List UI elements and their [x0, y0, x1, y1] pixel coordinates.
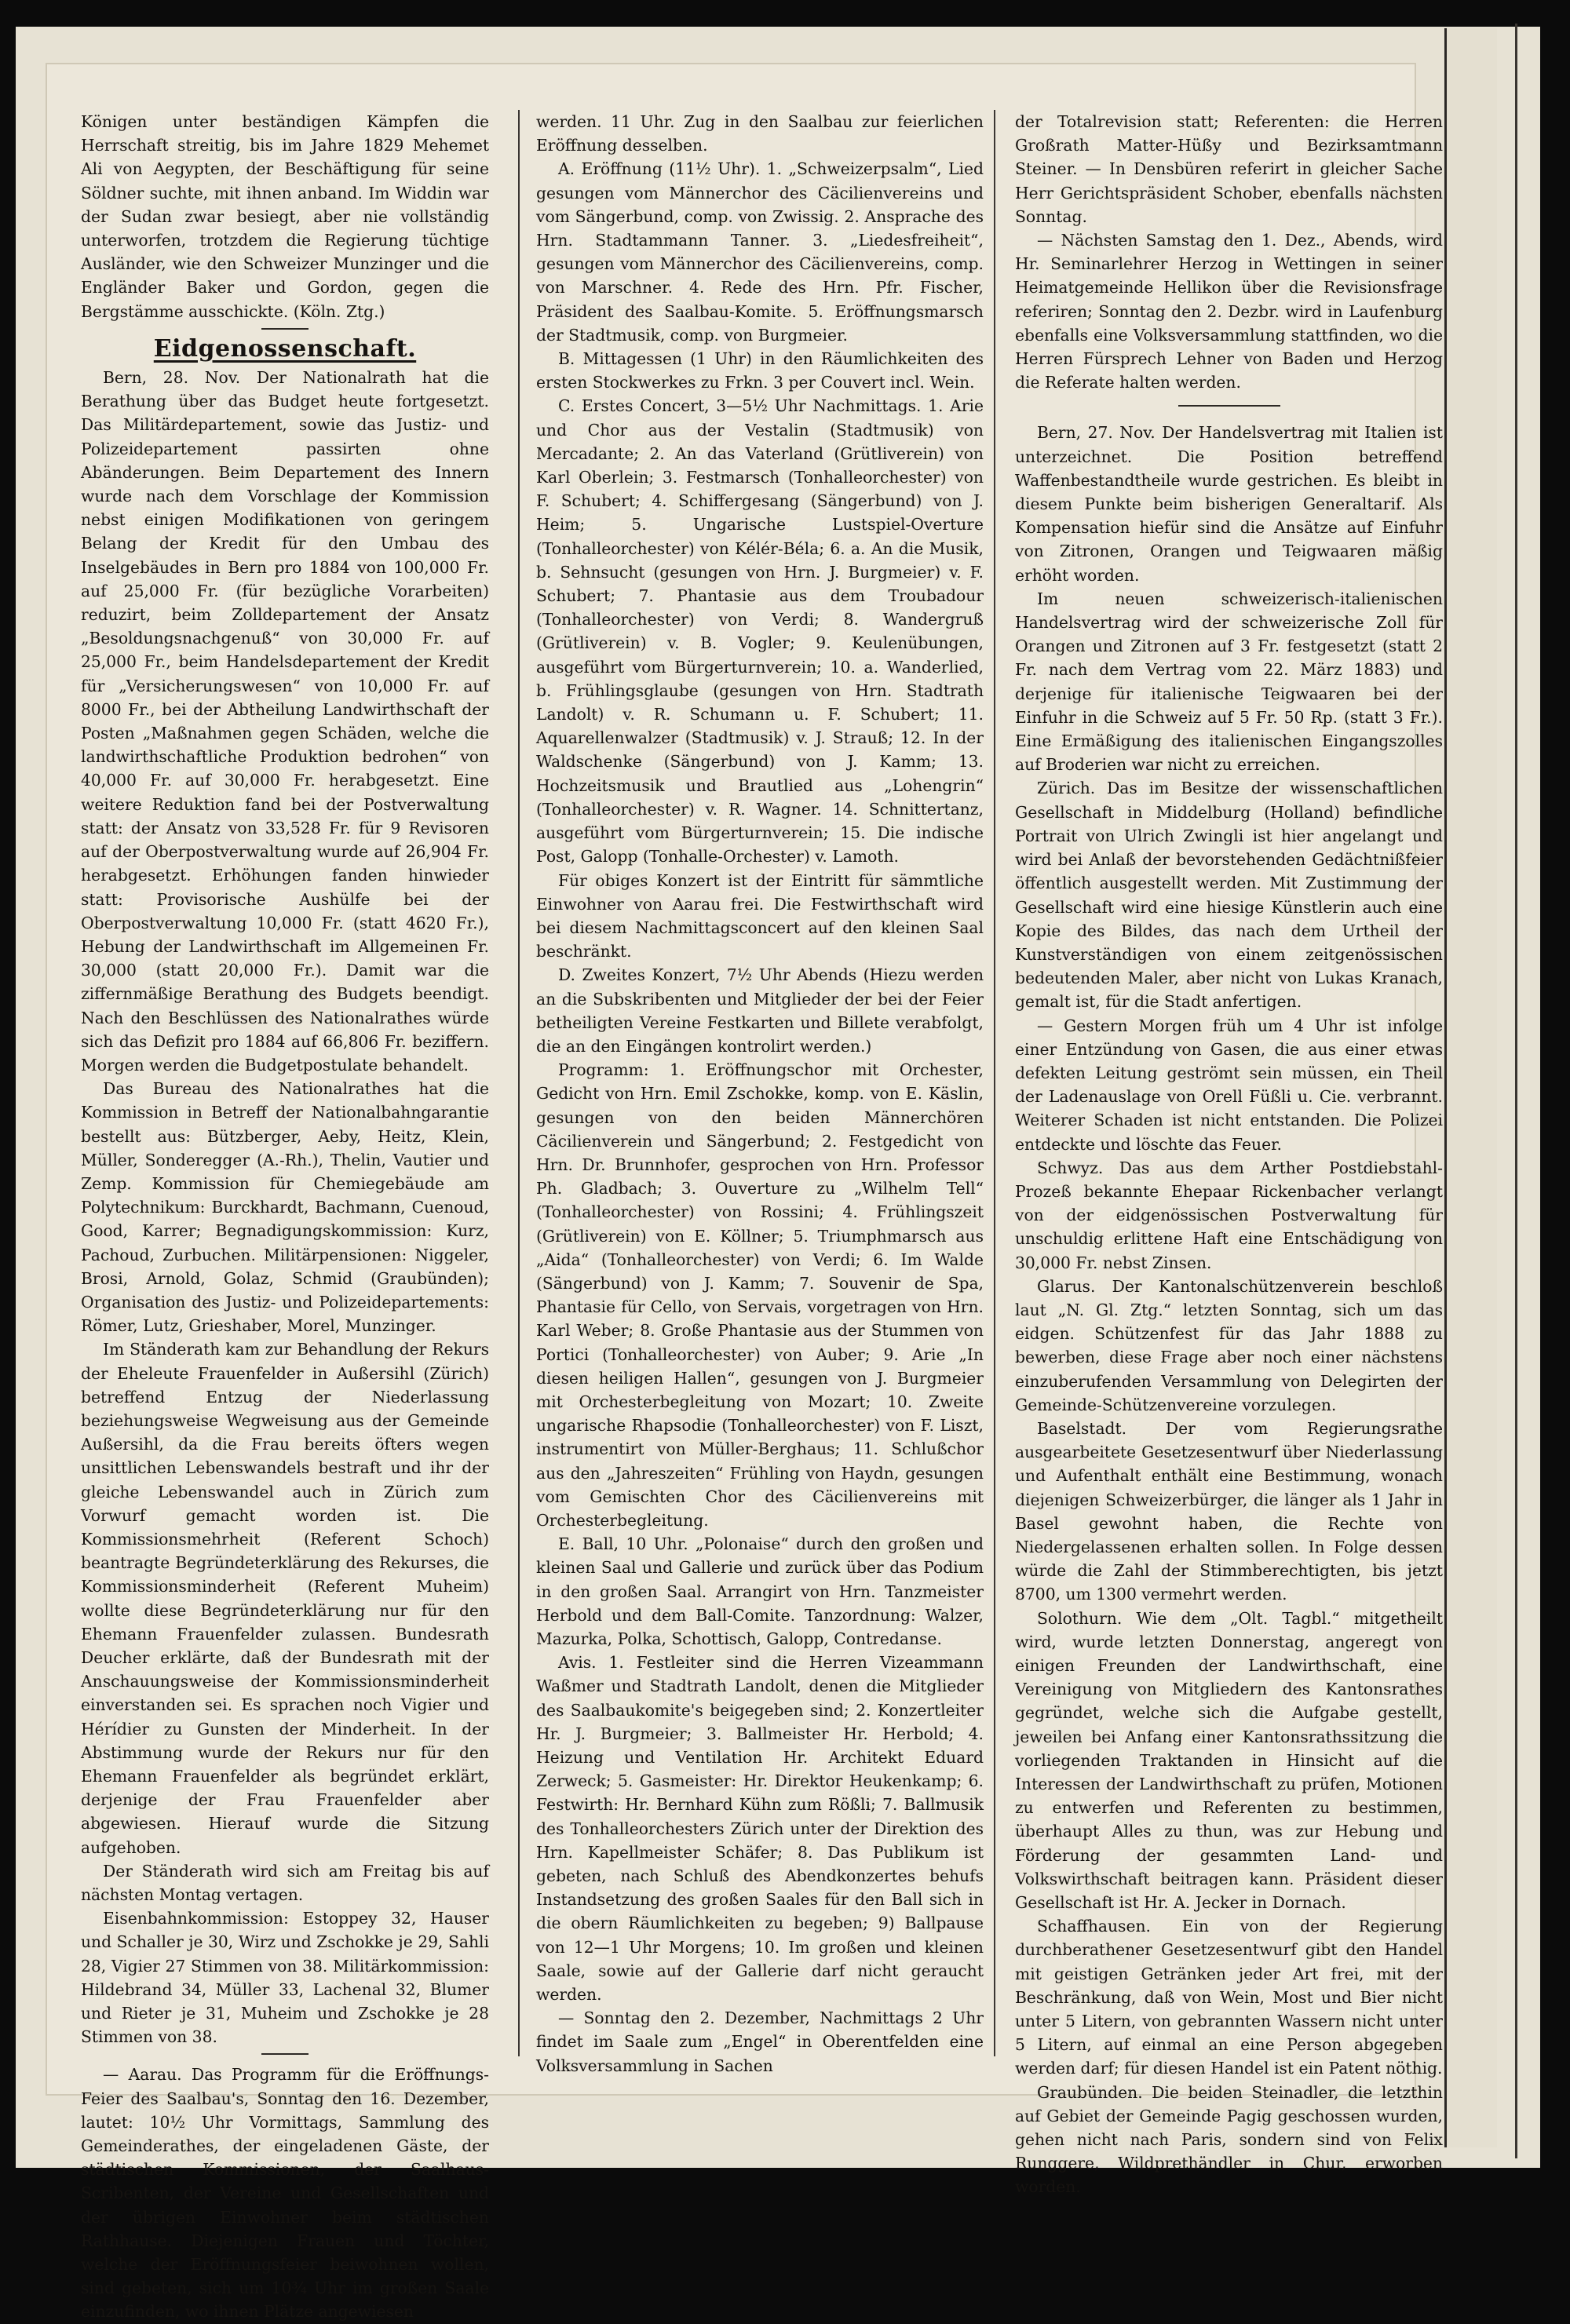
- article-zuerich-brand: — Gestern Morgen früh um 4 Uhr ist infolge einer Entzündung von Gasen, die aus einer etwas defekten Leitung geströmt sein müssen, ein Theil der Ladenauslage von Orell Füßli u. Cie. verbrannt. Weiterer Schaden ist nicht entstanden. Die Polizei entdeckte und löschte das Feuer.: [1015, 1016, 1443, 1154]
- separator-rule: [261, 2053, 309, 2055]
- article-graubuenden: Graubünden. Die beiden Steinadler, die letzthin auf Gebiet der Gemeinde Pagig geschossen wurden, gehen nicht nach Paris, sondern sind von Felix Runggere, Wildprethändler in Chur, erworben worden.: [1015, 2082, 1443, 2197]
- article-oberentfelden: — Sonntag den 2. Dezember, Nachmittags 2 Uhr findet im Saale zum „Engel“ in Oberentfelden eine Volksversammlung in Sachen: [536, 2008, 984, 2075]
- program-zweites-konzert: D. Zweites Konzert, 7½ Uhr Abends (Hiezu werden an die Subskribenten und Mitglieder der bei der Feier betheiligten Vereine Festkarten und Billete verabfolgt, die an den Eingängen kontrolirt werden.): [536, 965, 984, 1056]
- article-schwyz: Schwyz. Das aus dem Arther Postdiebstahl-Prozeß bekannte Ehepaar Rickenbacher verlangt von der eidgenössischen Postverwaltung für unschuldig erlittene Haft eine Entschädigung von 30,000 Fr. nebst Zinsen.: [1015, 1158, 1443, 1272]
- article-glarus: Glarus. Der Kantonalschützenverein beschloß laut „N. Gl. Ztg.“ letzten Sonntag, sich um das eidgen. Schützenfest für das Jahr 1888 zu bewerben, diese Frage aber noch einer nächstens einzuberufenden Versammlung von Delegirten der Gemeinde-Schützenvereine vorzulegen.: [1015, 1276, 1443, 1414]
- program-mittagessen: B. Mittagessen (1 Uhr) in den Räumlichkeiten des ersten Stockwerkes zu Frkn. 3 per Couvert incl. Wein.: [536, 349, 984, 392]
- program-eintritt: Für obiges Konzert ist der Eintritt für sämmtliche Einwohner von Aarau frei. Die Festwirthschaft wird bei diesem Nachmittagsconcert auf den kleinen Saal beschränkt.: [536, 870, 984, 961]
- article-bern-nationalrath: Bern, 28. Nov. Der Nationalrath hat die Berathung über das Budget heute fortgesetzt. Das Militärdepartement, sowie das Justiz- und Polizeidepartement passirten ohne Abänderungen. Beim Departement des Innern wurde nach dem Vorschlage der Kommission nebst einigen Modifikationen von geringem Belang der Kredit für den Umbau des Inselgebäudes in Bern pro 1884 von 100,000 Fr. auf 25,000 Fr. (für bezügliche Vorarbeiten) reduzirt, beim Zolldepartement der Ansatz „Besoldungsnachgenuß“ von 30,000 Fr. auf 25,000 Fr., beim Handelsdepartement der Kredit für „Versicherungswesen“ von 10,000 Fr. auf 8000 Fr., bei der Abtheilung Landwirthschaft der Posten „Maßnahmen gegen Schäden, welche die landwirthschaftliche Produktion bedrohen“ von 40,000 Fr. auf 30,000 Fr. herabgesetzt. Eine weitere Reduktion fand bei der Postverwaltung statt: der Ansatz von 33,528 Fr. für 9 Revisoren auf der Oberpostverwaltung wurde auf 26,904 Fr. herabgesetzt. Erhöhungen fanden hinwieder statt: Provisorische Aushülfe bei der Oberpostverwaltung 10,000 Fr. (statt 4620 Fr.), Hebung der Landwirthschaft im Allgemeinen Fr. 30,000 (statt 20,000 Fr.). Damit war die ziffernmäßige Berathung des Budgets beendigt. Nach den Beschlüssen des Nationalrathes würde sich das Defizit pro 1884 auf 66,806 Fr. beziffern. Morgen werden die Budgetpostulate behandelt.: [81, 368, 489, 1074]
- article-solothurn: Solothurn. Wie dem „Olt. Tagbl.“ mitgetheilt wird, wurde letzten Donnerstag, angeregt von einigen Freunden der Landwirthschaft, eine Vereinigung von Mitgliedern des Kantonsrathes gegründet, welche sich die Aufgabe gestellt, jeweilen bei Anfang einer Kantonsrathssitzung die vorliegenden Traktanden in Hinsicht auf die Interessen der Landwirthschaft zu prüfen, Motionen zu entwerfen und Referenten zu bestimmen, überhaupt Alles zu thun, was zur Hebung und Förderung der gesammten Land- und Volkswirthschaft beitragen kann. Präsident dieser Gesellschaft ist Hr. A. Jecker in Dornach.: [1015, 1608, 1443, 1913]
- program-eroeffnung: A. Eröffnung (11½ Uhr). 1. „Schweizerpsalm“, Lied gesungen vom Männerchor des Cäcilienvereins und vom Sängerbund, comp. von Zwissig. 2. Ansprache des Hrn. Stadtammann Tanner. 3. „Liedesfreiheit“, gesungen vom Männerchor des Cäcilienvereins, comp. von Marschner. 4. Rede des Hrn. Pfr. Fischer, Präsident des Saalbau-Komite. 5. Eröffnungsmarsch der Stadtmusik, comp. von Burgmeier.: [536, 159, 984, 345]
- column-rule-right: [994, 110, 995, 2056]
- column-middle: [536, 110, 984, 2103]
- separator-rule: [1178, 405, 1280, 407]
- binding-edge-line: [1515, 24, 1517, 2158]
- adjacent-page-edge: [1444, 28, 1497, 2147]
- article-schaffhausen: Schaffhausen. Ein von der Regierung durchberathener Gesetzesentwurf gibt den Handel mit geistigen Getränken jeder Art frei, mit der Beschränkung, daß von Wein, Most und Bier nicht unter 5 Litern, von gebrannten Wassern nicht unter 5 Litern, auf einmal an eine Person abgegeben werden darf; für diesen Handel ist ein Patent nöthig.: [1015, 1917, 1443, 2078]
- program-avis: Avis. 1. Festleiter sind die Herren Vizeammann Waßmer und Stadtrath Landolt, denen die Mitglieder des Saalbaukomite's beigegeben sind; 2. Konzertleiter Hr. J. Burgmeier; 3. Ballmeister Hr. Herbold; 4. Heizung und Ventilation Hr. Architekt Eduard Zerweck; 5. Gasmeister: Hr. Direktor Heukenkamp; 6. Festwirth: Hr. Bernhard Kühn zum Rößli; 7. Ballmusik des Tonhalleorchesters Zürich unter der Direktion des Hrn. Kapellmeister Schäfer; 8. Das Publikum ist gebeten, nach Schluß des Abendkonzertes behufs Instandsetzung des großen Saales für den Ball sich in die obern Räumlichkeiten zu begeben; 9) Ballpause von 12—1 Uhr Morgens; 10. Im großen und kleinen Saale, sowie auf der Gallerie darf nicht geraucht werden.: [536, 1653, 984, 2005]
- column-rule-left: [518, 110, 520, 2056]
- article-totalrevision: der Totalrevision statt; Referenten: die Herren Großrath Matter-Hüßy und Bezirksamtmann Steiner. — In Densbüren referirt in gleicher Sache Herr Gerichtspräsident Schober, ebenfalls nächsten Sonntag.: [1015, 112, 1443, 226]
- article-zuerich-zwingli: Zürich. Das im Besitze der wissenschaftlichen Gesellschaft in Middelburg (Holland) befindliche Portrait von Ulrich Zwingli ist hier angelangt und wird bei Anlaß der bevorstehenden Gedächtnißfeier öffentlich ausgestellt werden. Mit Zustimmung der Gesellschaft wird eine hiesige Künstlerin auch eine Kopie des Bildes, das nach dem Urtheil der Kunstverständigen von einem zeitgenössischen bedeutenden Maler, aber nicht von Lukas Kranach, gemalt ist, für die Stadt anfertigen.: [1015, 779, 1443, 1012]
- program-liste: Programm: 1. Eröffnungschor mit Orchester, Gedicht von Hrn. Emil Zschokke, komp. von E. Käslin, gesungen von den beiden Männerchören Cäcilienverein und Sängerbund; 2. Festgedicht von Hrn. Dr. Brunnhofer, gesprochen von Hrn. Professor Ph. Gladbach; 3. Ouverture zu „Wilhelm Tell“ (Tonhalleorchester) von Rossini; 4. Frühlingszeit (Grütliverein) von E. Köllner; 5. Triumphmarsch aus „Aida“ (Tonhalleorchester) von Verdi; 6. Im Walde (Sängerbund) von J. Kamm; 7. Souvenir de Spa, Phantasie für Cello, von Servais, vorgetragen von Hrn. Karl Weber; 8. Große Phantasie aus der Stummen von Portici (Tonhalleorchester) von Auber; 9. Arie „In diesen heiligen Hallen“, gesungen von J. Burgmeier mit Orchesterbegleitung von Mozart; 10. Zweite ungarische Rhapsodie (Tonhalleorchester) von F. Liszt, instrumentirt von Müller-Berghaus; 11. Schlußchor aus den „Jahreszeiten“ Frühling von Haydn, gesungen vom Gemischten Chor des Cäcilienvereins mit Orchesterbegleitung.: [536, 1060, 984, 1530]
- article-aarau-programm: — Aarau. Das Programm für die Eröffnungs-Feier des Saalbau's, Sonntag den 16. Dezember, lautet: 10½ Uhr Vormittags, Sammlung des Gemeinderathes, der eingeladenen Gäste, der städtischen Kommissionen, der Saalhaus-Scribenten, der Vereine und Gesellschaften und der übrigen Einwohner beim städtischen Rathhause. Diejenigen Frauen und Töchter, welche der Eröffnungsfeier beiwohnen wollen, sind gebeten, sich um 10¾ Uhr im großen Saale einzufinden, wo ihnen Plätze angewiesen: [81, 2065, 489, 2322]
- section-heading-eidgenossenschaft: Eidgenossenschaft.: [153, 334, 417, 363]
- column-left: [81, 110, 489, 2322]
- article-baselstadt: Baselstadt. Der vom Regierungsrathe ausgearbeitete Gesetzesentwurf über Niederlassung und Aufenthalt enthält eine Bestimmung, wonach diejenigen Schweizerbürger, die länger als 1 Jahr in Basel gewohnt haben, die Rechte von Niedergelassenen erhalten sollen. In Folge dessen würde die Zahl der Stimmberechtigten, bis jetzt 8700, um 1300 vermehrt werden.: [1015, 1418, 1443, 1604]
- article-sudan-continuation: Königen unter beständigen Kämpfen die Herrschaft streitig, bis im Jahre 1829 Mehemet Ali von Aegypten, der Beschäftigung für seine Söldner suchte, mit ihnen anband. Im Widdin war der Sudan zwar besiegt, aber nie vollständig unterworfen, trotzdem die Regierung tüchtige Ausländer, wie den Schweizer Munzinger und die Engländer Baker und Gordon, gegen die Bergstämme ausschickte. (Köln. Ztg.): [81, 112, 489, 321]
- article-zug-saalbau: werden. 11 Uhr. Zug in den Saalbau zur feierlichen Eröffnung desselben.: [536, 112, 984, 155]
- article-staenderath-rekurs: Im Ständerath kam zur Behandlung der Rekurs der Eheleute Frauenfelder in Außersihl (Zürich) betreffend Entzug der Niederlassung beziehungsweise Wegweisung aus der Gemeinde Außersihl, da die Frau bereits öfters wegen unsittlichen Lebenswandels bestraft und ihr der gleiche Lebenswandel auch in Zürich zum Vorwurf gemacht worden ist. Die Kommissionsmehrheit (Referent Schoch) beantragte Begründeterklärung des Rekurses, die Kommissionsminderheit (Referent Muheim) wollte diese Begründeterklärung nur für den Ehemann Frauenfelder zulassen. Bundesrath Deucher erklärte, daß der Bundesrath mit der Anschauungsweise der Kommissionsminderheit einverstanden sei. Es sprachen noch Vigier und Hérídier zu Gunsten der Minderheit. In der Abstimmung wurde der Rekurs nur für den Ehemann Frauenfelder als begründet erklärt, derjenige der Frau Frauenfelder aber abgewiesen. Hierauf wurde die Sitzung aufgehoben.: [81, 1340, 489, 1857]
- program-erstes-concert: C. Erstes Concert, 3—5½ Uhr Nachmittags. 1. Arie und Chor aus der Vestalin (Stadtmusik) von Mercadante; 2. An das Vaterland (Grütliverein) von Karl Oberlein; 3. Festmarsch (Tonhalleorchester) von F. Schubert; 4. Schiffergesang (Sängerbund) von J. Heim; 5. Ungarische Lustspiel-Overture (Tonhalleorchester) von Kélér-Béla; 6. a. An die Musik, b. Sehnsucht (gesungen von Hrn. J. Burgmeier) v. F. Schubert; 7. Phantasie aus dem Troubadour (Tonhalleorchester) von Verdi; 8. Wandergruß (Grütliverein) v. B. Vogler; 9. Keulenübungen, ausgeführt vom Bürgerturnverein; 10. a. Wanderlied, b. Frühlingsglaube (gesungen von Hrn. Stadtrath Landolt) v. R. Schumann u. F. Schubert; 11. Aquarellenwalzer (Stadtmusik) v. J. Strauß; 12. In der Waldschenke (Sängerbund) von J. Kamm; 13. Hochzeitsmusik und Brautlied aus „Lohengrin“ (Tonhalleorchester) v. R. Wagner. 14. Schnittertanz, ausgeführt vom Bürgerturnverein; 15. Die indische Post, Galopp (Tonhalle-Orchester) v. Lamoth.: [536, 396, 984, 866]
- program-ball: E. Ball, 10 Uhr. „Polonaise“ durch den großen und kleinen Saal und Gallerie und zurück über das Podium in den großen Saal. Arrangirt von Hrn. Tanzmeister Herbold und dem Ball-Comite. Tanzordnung: Walzer, Mazurka, Polka, Schottisch, Galopp, Contredanse.: [536, 1534, 984, 1648]
- article-hellikon: — Nächsten Samstag den 1. Dez., Abends, wird Hr. Seminarlehrer Herzog in Wettingen in seiner Heimatgemeinde Hellikon über die Revisionsfrage referiren; Sonntag den 2. Dezbr. wird in Laufenburg ebenfalls eine Volksversammlung stattfinden, wo die Herren Fürsprech Lehner von Baden und Herzog die Referate halten werden.: [1015, 231, 1443, 392]
- article-staenderath-vertagung: Der Ständerath wird sich am Freitag bis auf nächsten Montag vertagen.: [81, 1861, 489, 1905]
- article-handelsvertrag: Bern, 27. Nov. Der Handelsvertrag mit Italien ist unterzeichnet. Die Position betreffend Waffenbestandtheile wurde gestrichen. Es bleibt in diesem Punkte beim bisherigen Generaltarif. Als Kompensation hiefür sind die Ansätze auf Einfuhr von Zitronen, Orangen und Teigwaaren mäßig erhöht worden.: [1015, 423, 1443, 585]
- article-bureau-nationalrath: Das Bureau des Nationalrathes hat die Kommission in Betreff der Nationalbahngarantie bestellt aus: Bützberger, Aeby, Heitz, Klein, Müller, Sonderegger (A.-Rh.), Thelin, Vautier und Zemp. Kommission für Chemiegebäude am Polytechnikum: Burckhardt, Bachmann, Cuenoud, Good, Karrer; Begnadigungskommission: Kurz, Pachoud, Zurbuchen. Militärpensionen: Niggeler, Brosi, Arnold, Golaz, Schmid (Graubünden); Organisation des Justiz- und Polizeidepartements: Römer, Lutz, Grieshaber, Morel, Munzinger.: [81, 1079, 489, 1336]
- article-zoll-italien: Im neuen schweizerisch-italienischen Handelsvertrag wird der schweizerische Zoll für Orangen und Zitronen auf 3 Fr. festgesetzt (statt 2 Fr. nach dem Vertrag vom 22. März 1883) und derjenige für italienische Teigwaaren bei der Einfuhr in die Schweiz auf 5 Fr. 50 Rp. (statt 3 Fr.). Eine Ermäßigung des italienischen Eingangszolles auf Broderien war nicht zu erreichen.: [1015, 589, 1443, 775]
- article-kommissionen-wahlen: Eisenbahnkommission: Estoppey 32, Hauser und Schaller je 30, Wirz und Zschokke je 29, Sahli 28, Vigier 27 Stimmen von 38. Militärkommission: Hildebrand 34, Müller 33, Lachenal 32, Blumer und Rieter je 31, Muheim und Zschokke je 28 Stimmen von 38.: [81, 1909, 489, 2047]
- column-right: [1015, 110, 1443, 2197]
- separator-rule: [261, 328, 309, 330]
